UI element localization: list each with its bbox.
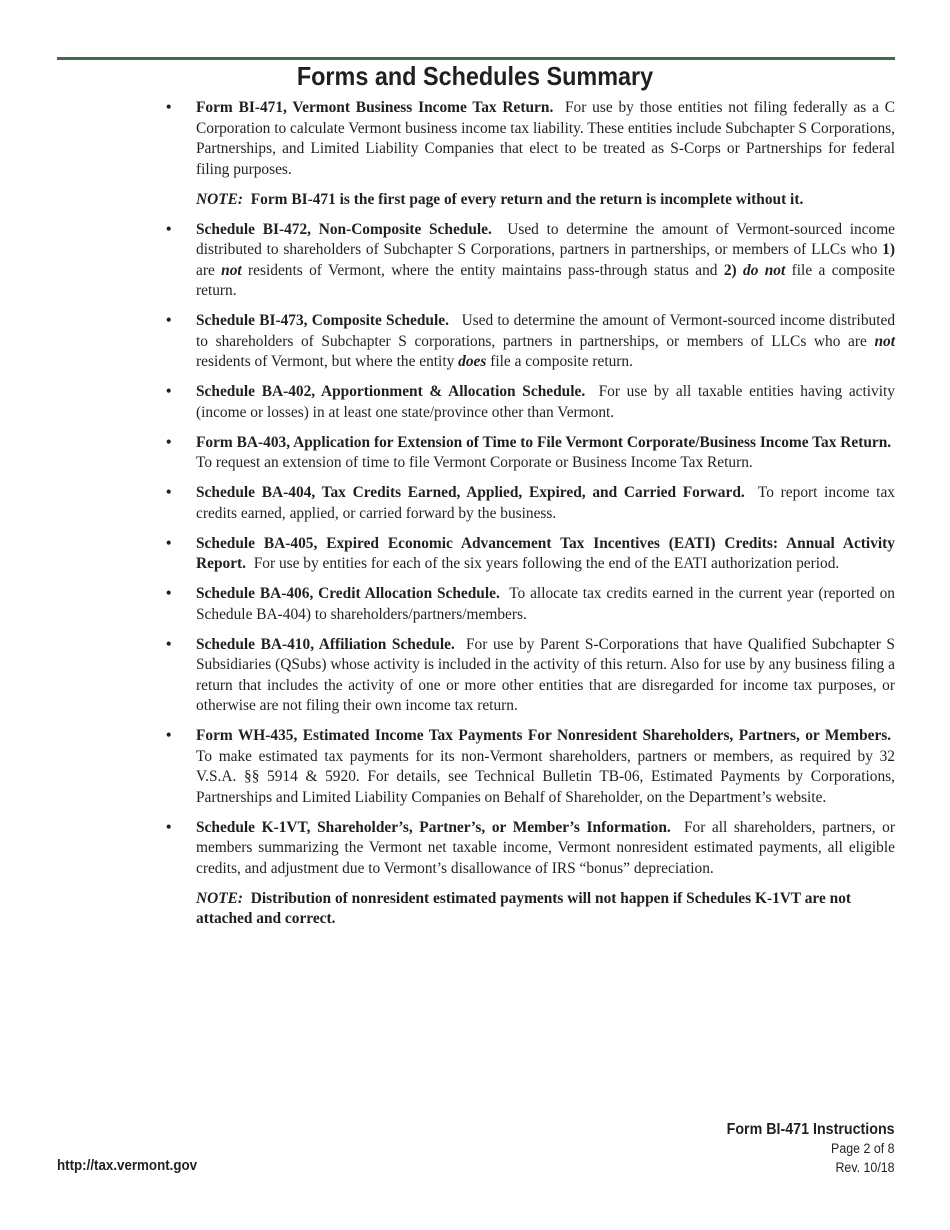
item-body: To request an extension of time to file Vermont Corporate or Business Income Tax Return. — [196, 454, 753, 471]
list-item-ba404 — [166, 483, 895, 524]
item-body: To allocate tax credits earned in the current year (reported on Schedule BA-404) to shareholders/partners/members. — [196, 585, 895, 623]
bullet: • — [166, 220, 172, 238]
item-label: Form WH-435, Estimated Income Tax Payments For Nonresident Shareholders, Partners, or Members. — [196, 727, 892, 744]
bullet: • — [166, 727, 172, 744]
bullet: • — [166, 312, 172, 329]
item-body: file a composite return. — [486, 353, 633, 370]
item-body: are — [196, 261, 222, 279]
list-item-ba402 — [166, 382, 895, 423]
item-body: For use by all taxable entities having activity (income or losses) in at least one state/province other than Vermont. — [196, 383, 895, 421]
bullet: • — [166, 484, 172, 501]
list-item-ba403 — [166, 433, 895, 474]
item-label: Schedule BA-410, Affiliation Schedule. — [196, 635, 455, 653]
item-body: file a composite return. — [196, 261, 895, 299]
list-item-ba410 — [166, 635, 895, 717]
item-body: To make estimated tax payments for its non-Vermont shareholders, partners or members, as required by 32 V.S.A. §§ 5914 & 5920. For details, see Technical Bulletin TB-06, Estimated Payments by Corporations, Partnerships and Limited Liability Companies on Behalf of Shareholder, on the Department’s website. — [196, 747, 895, 806]
item-number: 2) — [723, 261, 737, 279]
list-item-k1vt — [166, 818, 895, 880]
bullet: • — [166, 383, 172, 400]
item-label: Form BA-403, Application for Extension of Time to File Vermont Corporate/Business Income Tax Return. — [196, 433, 892, 451]
item-label: Schedule BA-406, Credit Allocation Schedule. — [196, 585, 500, 602]
bullet: • — [166, 99, 172, 116]
item-label: Form BI-471, Vermont Business Income Tax Return. — [196, 99, 554, 116]
item-body: residents of Vermont, where the entity maintains pass-through status and — [241, 261, 724, 279]
item-number: 1) — [882, 241, 895, 258]
item-body: For use by Parent S-Corporations that have Qualified Subchapter S Subsidiaries (QSubs) whose activity is included in the activity of this return. Also for use by any business filing a return that includes the activity of one or more other entities that are disregarded for income tax purposes, or otherwise are not filing their own income tax return. — [196, 635, 895, 714]
item-emphasis: not — [874, 332, 895, 350]
footer-url[interactable]: http://tax.vermont.gov — [57, 1158, 198, 1174]
item-label: Schedule BA-402, Apportionment & Allocation Schedule. — [196, 383, 586, 400]
list-item-bi472 — [166, 220, 895, 302]
item-label: Schedule K-1VT, Shareholder’s, Partner’s, or Member’s Information. — [196, 818, 671, 836]
note-prefix: NOTE: — [196, 190, 244, 208]
item-emphasis: does — [458, 353, 487, 370]
item-label: Schedule BA-404, Tax Credits Earned, Applied, Expired, and Carried Forward. — [196, 484, 745, 501]
note-prefix: NOTE: — [196, 889, 244, 907]
summary-list — [166, 98, 895, 939]
item-body: residents of Vermont, but where the entity — [196, 353, 459, 370]
list-item-ba405 — [166, 534, 895, 575]
note-text: Distribution of nonresident estimated payments will not happen if Schedules K-1VT are not attached and correct. — [196, 889, 852, 927]
note-text: Form BI-471 is the first page of every return and the return is incomplete without it. — [250, 190, 804, 208]
footer-page-number: Page 2 of 8 — [831, 1141, 895, 1156]
page-title: Forms and Schedules Summary — [296, 61, 654, 91]
item-body: For use by those entities not filing federally as a C Corporation to calculate Vermont business income tax liability. These entities include Subchapter S Corporations, Partnerships, and Limited Liability Companies that elect to be treated as S-Corps or Partnerships for federal filing purposes. — [196, 99, 895, 178]
list-item-ba406 — [166, 584, 895, 625]
item-body: For all shareholders, partners, or members summarizing the Vermont net taxable income, Vermont nonresident estimated payments, all eligible credits, and adjustment due to Vermont’s disallowance of IRS “bonus” depreciation. — [196, 818, 895, 877]
bullet: • — [166, 635, 172, 653]
note-k1vt — [166, 889, 895, 930]
bullet: • — [166, 818, 172, 836]
item-body: To report income tax credits earned, applied, or carried forward by the business. — [196, 484, 895, 522]
bullet: • — [166, 433, 172, 451]
item-body: Used to determine the amount of Vermont-sourced income distributed to shareholders of Subchapter S corporations, partners in partnerships, or members of LLCs who are — [196, 312, 896, 350]
item-emphasis: do not — [743, 261, 786, 279]
item-label: Schedule BI-472, Non-Composite Schedule. — [196, 220, 492, 238]
item-body: For use by entities for each of the six years following the end of the EATI authorization period. — [253, 555, 840, 572]
item-label: Schedule BI-473, Composite Schedule. — [196, 312, 449, 329]
list-item-bi473 — [166, 311, 895, 373]
footer-form-name: Form BI-471 Instructions — [727, 1121, 895, 1138]
item-body: Used to determine the amount of Vermont-sourced income distributed to shareholders of Subchapter S Corporations, partners in partnerships, or members of LLCs who — [196, 220, 896, 258]
list-item-bi471 — [166, 98, 895, 180]
bullet: • — [166, 534, 172, 552]
item-label: Schedule BA-405, Expired Economic Advancement Tax Incentives (EATI) Credits: Annual Activity Report. — [196, 534, 895, 572]
footer-revision: Rev. 10/18 — [835, 1159, 895, 1175]
note-bi471 — [166, 190, 895, 211]
footer-form-info — [727, 1120, 895, 1177]
list-item-wh435 — [166, 726, 895, 808]
item-emphasis: not — [221, 261, 242, 279]
bullet: • — [166, 585, 172, 602]
